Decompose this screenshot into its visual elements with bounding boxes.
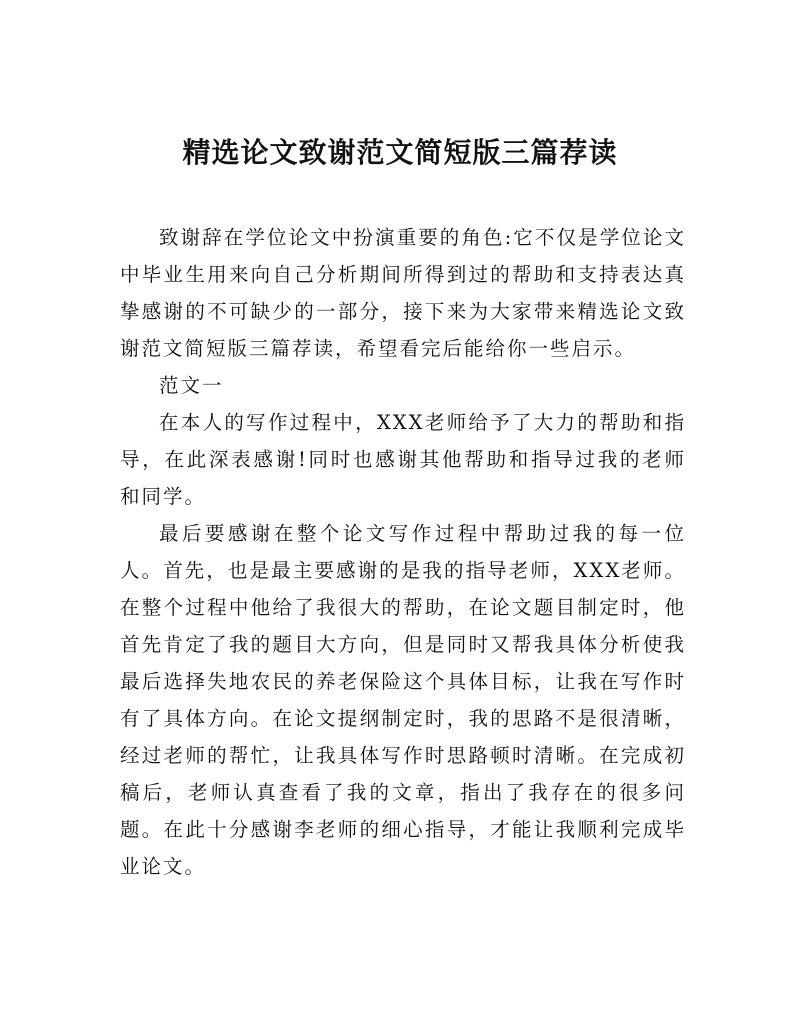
document-title: 精选论文致谢范文简短版三篇荐读 xyxy=(182,136,618,169)
section-heading-sample-one: 范文一 xyxy=(159,374,224,397)
document-body xyxy=(120,219,686,885)
body-paragraph: 在本人的写作过程中，XXX老师给予了大力的帮助和指导，在此深表感谢!同时也感谢其他帮助和指导过我的老师和同学。 xyxy=(120,411,686,508)
intro-paragraph: 致谢辞在学位论文中扮演重要的角色:它不仅是学位论文中毕业生用来向自己分析期间所得到过的帮助和支持表达真挚感谢的不可缺少的一部分，接下来为大家带来精选论文致谢范文简短版三篇荐读，希望看完后能给你一些启示。 xyxy=(120,226,686,360)
body-paragraph: 最后要感谢在整个论文写作过程中帮助过我的每一位人。首先，也是最主要感谢的是我的指导老师，XXX老师。在整个过程中他给了我很大的帮助，在论文题目制定时，他首先肯定了我的题目大方向，但是同时又帮我具体分析使我最后选择失地农民的养老保险这个具体目标，让我在写作时有了具体方向。在论文提纲制定时，我的思路不是很清晰，经过老师的帮忙，让我具体写作时思路顿时清晰。在完成初稿后，老师认真查看了我的文章，指出了我存在的很多问题。在此十分感谢李老师的细心指导，才能让我顺利完成毕业论文。 xyxy=(120,522,686,878)
